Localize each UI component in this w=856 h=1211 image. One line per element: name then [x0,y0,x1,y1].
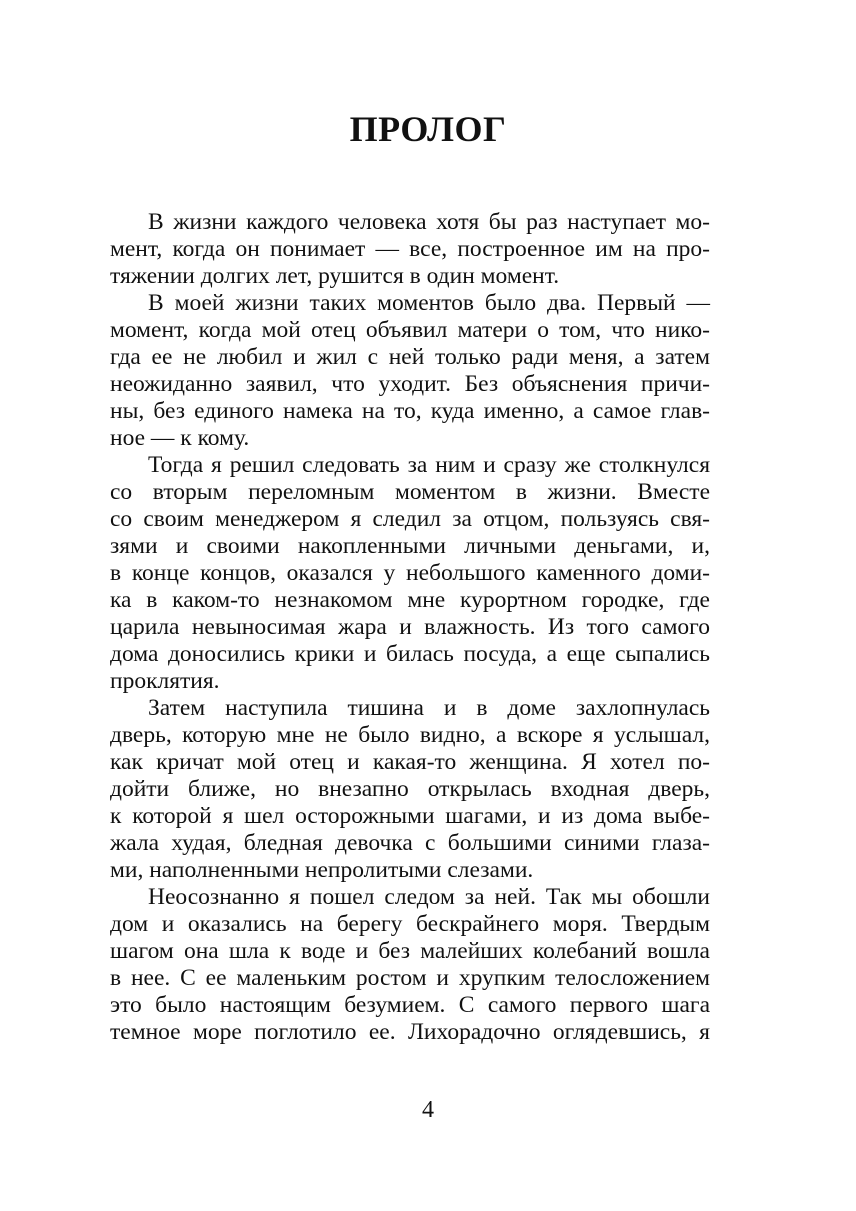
text-line: зями и своими накопленными личными деньгами, и, [110,533,710,559]
text-line: ми, наполненными непролитыми слезами. [110,857,534,883]
text-line: темное море поглотило ее. Лихорадочно оглядевшись, я [110,1019,710,1045]
text-line: как кричат мой отец и какая-то женщина. Я хотел по- [110,749,710,775]
text-line: проклятия. [110,668,220,694]
text-line: дверь, которую мне не было видно, а вскоре я услышал, [110,722,710,748]
text-line: Неосознанно я пошел следом за ней. Так мы обошли [148,884,710,910]
text-line: ное — к кому. [110,425,250,451]
text-line: Тогда я решил следовать за ним и сразу же столкнулся [148,452,710,478]
text-line: к которой я шел осторожными шагами, и из дома выбе- [110,803,710,829]
text-line: Затем наступила тишина и в доме захлопнулась [148,695,710,721]
text-line: шагом она шла к воде и без малейших колебаний вошла [110,938,710,964]
text-line: ны, без единого намека на то, куда именно, а самое глав- [110,398,710,424]
text-line: гда ее не любил и жил с ней только ради меня, а затем [110,344,710,370]
body-text [110,209,710,1046]
text-line: дома доносились крики и билась посуда, а еще сыпались [110,641,710,667]
text-line: со своим менеджером я следил за отцом, пользуясь свя- [110,506,710,532]
text-line: дойти ближе, но внезапно открылась входная дверь, [110,776,710,802]
text-line: со вторым переломным моментом в жизни. Вместе [110,479,710,505]
text-line: В жизни каждого человека хотя бы раз наступает мо- [148,209,710,235]
text-line: царила невыносимая жара и влажность. Из того самого [110,614,710,640]
text-line: дом и оказались на берегу бескрайнего моря. Твердым [110,911,710,937]
text-line: жала худая, бледная девочка с большими синими глаза- [110,830,710,856]
text-line: в нее. С ее маленьким ростом и хрупким телосложением [110,965,710,991]
text-line: тяжении долгих лет, рушится в один момент. [110,263,560,289]
text-line: В моей жизни таких моментов было два. Первый — [148,290,710,316]
text-line: момент, когда мой отец объявил матери о том, что нико- [110,317,710,343]
text-line: это было настоящим безумием. С самого первого шага [110,992,710,1018]
page-number: 4 [422,1097,434,1123]
text-line: мент, когда он понимает — все, построенное им на про- [110,236,710,262]
chapter-title: ПРОЛОГ [349,109,507,149]
text-line: ка в каком-то незнакомом мне курортном городке, где [110,587,710,613]
text-line: неожиданно заявил, что уходит. Без объяснения причи- [110,371,710,397]
text-line: в конце концов, оказался у небольшого каменного доми- [110,560,710,586]
